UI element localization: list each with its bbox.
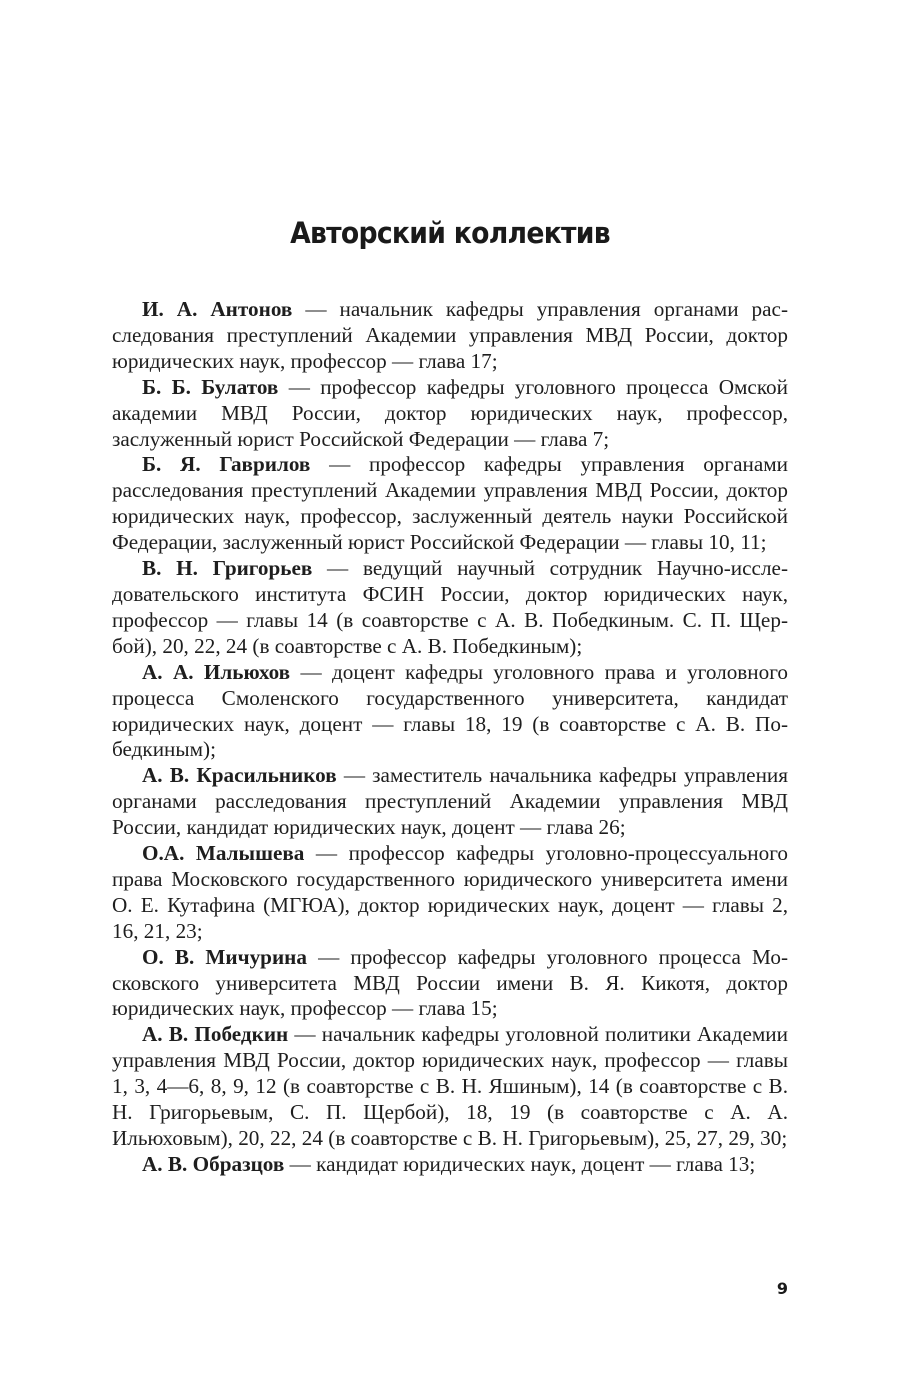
author-entry	[112, 841, 788, 945]
author-name: А. В. Образцов	[142, 1151, 285, 1176]
author-name: А. В. Красильников	[142, 763, 337, 788]
author-entry	[112, 452, 788, 556]
author-entry	[112, 375, 788, 453]
author-entry	[112, 1152, 788, 1178]
author-description: — профессор кафедры уголовного процесса Омской академии МВД России, доктор юридических наук, профессор, заслуженный юрист Российской Федерации — глава 7;	[112, 374, 788, 451]
author-description: — начальник кафедры управления органами расследования преступлений Академии управления МВД России, доктор юридических наук, профессор — глава 17;	[112, 297, 788, 373]
author-description: — доцент кафедры уголовного права и уголовного процесса Смоленского государственного университета, кандидат юридических наук, доцент — главы 18, 19 (в соавторстве с А. В. Победкиным);	[112, 659, 788, 762]
author-description: — ведущий научный сотрудник Научно-исследовательского института ФСИН России, доктор юридических наук, профессор — главы 14 (в соавторстве с А. В. Победкиным. С. П. Щербой), 20, 22, 24 (в соавторстве с А. В. Победкиным);	[112, 556, 788, 658]
author-entry	[112, 297, 788, 375]
author-name: В. Н. Григорьев	[142, 556, 313, 581]
author-entry	[112, 556, 788, 660]
page-title: Авторский коллектив	[290, 216, 610, 250]
author-entry	[112, 1022, 788, 1152]
author-description: — заместитель начальника кафедры управления органами расследования преступлений Академии управления МВД России, кандидат юридических наук, доцент — глава 26;	[112, 763, 788, 840]
author-list	[112, 297, 788, 1178]
author-description: — профессор кафедры управления органами расследования преступлений Академии управления МВД России, доктор юридических наук, профессор, заслуженный деятель науки Российской Федерации, заслуженный юрист Российской Федерации — главы 10, 11;	[112, 452, 788, 555]
author-name: Б. Я. Гаврилов	[142, 452, 311, 477]
author-entry	[112, 945, 788, 1023]
author-name: Б. Б. Булатов	[142, 374, 279, 399]
author-description: — профессор кафедры уголовного процесса Московского университета МВД России имени В. Я. Кикотя, доктор юридических наук, профессор — глава 15;	[112, 944, 788, 1021]
page-number: 9	[776, 1279, 788, 1298]
author-name: А. В. Победкин	[142, 1022, 289, 1047]
author-description: — кандидат юридических наук, доцент — глава 13;	[284, 1151, 756, 1176]
author-description: — профессор кафедры уголовно-процессуального права Московского государственного юридического университета имени О. Е. Кутафина (МГЮА), доктор юридических наук, доцент — главы 2, 16, 21, 23;	[112, 841, 788, 943]
author-name: О.А. Малышева	[142, 841, 305, 866]
author-name: А. А. Ильюхов	[142, 659, 291, 684]
author-name: О. В. Мичурина	[142, 944, 307, 969]
author-entry	[112, 763, 788, 841]
author-name: И. А. Антонов	[142, 297, 293, 321]
author-description: — начальник кафедры уголовной политики Академии управления МВД России, доктор юридических наук, профессор — главы 1, 3, 4—6, 8, 9, 12 (в соавторстве с В. Н. Яшиным), 14 (в соавторстве с В. Н. Григорьевым, С. П. Щербой), 18, 19 (в соавторстве с А. А. Ильюховым), 20, 22, 24 (в соавторстве с В. Н. Григорьевым), 25, 27, 29, 30;	[112, 1022, 788, 1150]
author-entry	[112, 660, 788, 764]
